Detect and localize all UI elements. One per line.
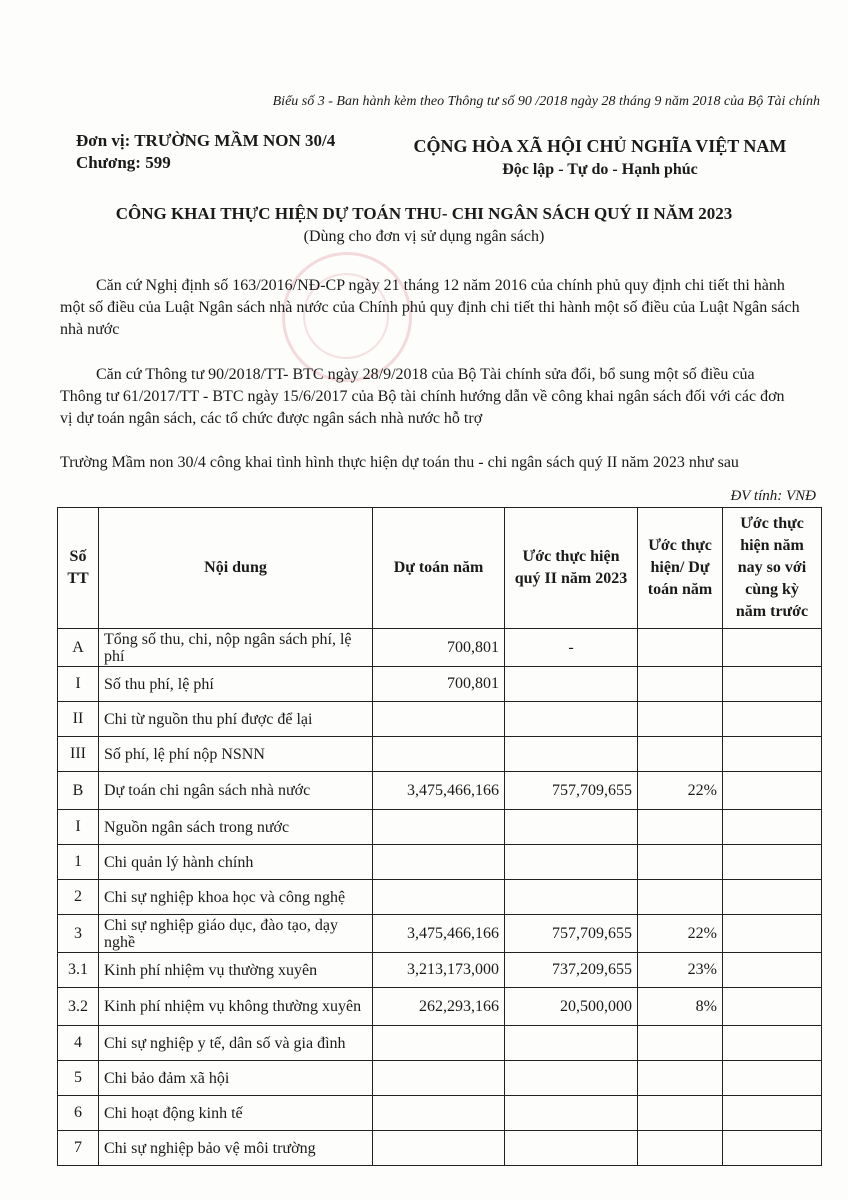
row-ratio [638,1061,723,1096]
row-actual [505,845,638,880]
table-row [58,988,822,1026]
header-actual: Ước thực hiện quý II năm 2023 [505,508,638,629]
row-actual [505,810,638,845]
row-estimate [373,1026,505,1061]
header-yoy: Ước thực hiện năm nay so với cùng kỳ năm trước [723,508,822,629]
row-actual [505,1061,638,1096]
legal-basis-paragraph-2: Căn cứ Thông tư 90/2018/TT- BTC ngày 28/9/2018 của Bộ Tài chính sửa đổi, bổ sung một số điều của Thông tư 61/2017/TT - BTC ngày 15/6/2017 của Bộ tài chính hướng dẫn về công khai ngân sách đối với các đơn vị dự toán ngân sách, các tổ chức được ngân sách nhà nước hỗ trợ [60,366,785,427]
row-stt: 2 [58,880,99,915]
document-title: CÔNG KHAI THỰC HIỆN DỰ TOÁN THU- CHI NGÂN SÁCH QUÝ II NĂM 2023 [115,204,733,223]
row-yoy [723,1026,822,1061]
table-row [58,953,822,988]
row-yoy [723,772,822,810]
row-actual [505,702,638,737]
row-yoy [723,667,822,702]
chapter-code: Chương: 599 [76,153,171,172]
row-yoy [723,1131,822,1166]
row-estimate [373,737,505,772]
row-yoy [723,629,822,667]
row-ratio [638,880,723,915]
row-actual [505,667,638,702]
row-actual: 20,500,000 [505,988,638,1026]
row-content: Số phí, lệ phí nộp NSNN [99,737,373,772]
row-stt: 4 [58,1026,99,1061]
row-stt: 3.1 [58,953,99,988]
row-stt: I [58,810,99,845]
row-ratio [638,1131,723,1166]
row-yoy [723,702,822,737]
row-ratio [638,810,723,845]
row-content: Chi sự nghiệp khoa học và công nghệ [99,880,373,915]
row-content: Chi từ nguồn thu phí được để lại [99,702,373,737]
row-estimate: 262,293,166 [373,988,505,1026]
row-actual [505,1096,638,1131]
row-estimate [373,1096,505,1131]
row-stt: II [58,702,99,737]
row-stt: 3 [58,915,99,953]
row-stt: 7 [58,1131,99,1166]
row-ratio [638,702,723,737]
row-content: Chi bảo đảm xã hội [99,1061,373,1096]
table-row [58,845,822,880]
nation-name: CỘNG HÒA XÃ HỘI CHỦ NGHĨA VIỆT NAM [413,136,787,156]
header-content: Nội dung [99,508,373,629]
row-estimate: 3,475,466,166 [373,772,505,810]
row-ratio: 22% [638,772,723,810]
table-row [58,915,822,953]
row-estimate: 700,801 [373,629,505,667]
intro-paragraph: Trường Mầm non 30/4 công khai tình hình thực hiện dự toán thu - chi ngân sách quý II năm 2023 như sau [60,454,739,471]
row-ratio [638,737,723,772]
row-estimate [373,702,505,737]
row-yoy [723,1096,822,1131]
row-content: Chi quản lý hành chính [99,845,373,880]
row-stt: A [58,629,99,667]
row-content: Dự toán chi ngân sách nhà nước [99,772,373,810]
header-estimate: Dự toán năm [373,508,505,629]
row-yoy [723,880,822,915]
row-stt: B [58,772,99,810]
table-row [58,1026,822,1061]
row-content: Kinh phí nhiệm vụ thường xuyên [99,953,373,988]
motto: Độc lập - Tự do - Hạnh phúc [502,161,698,178]
table-row [58,667,822,702]
row-content: Kinh phí nhiệm vụ không thường xuyên [99,988,373,1026]
document-subtitle: (Dùng cho đơn vị sử dụng ngân sách) [303,228,545,245]
row-ratio [638,1026,723,1061]
row-content: Tổng số thu, chi, nộp ngân sách phí, lệ phí [99,629,373,667]
row-yoy [723,988,822,1026]
table-row [58,629,822,667]
row-actual [505,880,638,915]
currency-unit-note: ĐV tính: VNĐ [730,488,816,504]
unit-name: Đơn vị: TRƯỜNG MẦM NON 30/4 [76,131,336,150]
row-estimate [373,1061,505,1096]
row-yoy [723,1061,822,1096]
table-header-row [58,508,822,629]
row-actual: 757,709,655 [505,772,638,810]
row-stt: 1 [58,845,99,880]
table-row [58,810,822,845]
row-stt: 3.2 [58,988,99,1026]
row-stt: I [58,667,99,702]
row-actual [505,737,638,772]
row-content: Chi hoạt động kinh tế [99,1096,373,1131]
row-ratio [638,845,723,880]
table-row [58,772,822,810]
row-estimate [373,810,505,845]
table-row [58,880,822,915]
row-content: Chi sự nghiệp y tế, dân số và gia đình [99,1026,373,1061]
row-stt: 6 [58,1096,99,1131]
row-yoy [723,737,822,772]
row-stt: 5 [58,1061,99,1096]
row-estimate: 3,475,466,166 [373,915,505,953]
row-actual: - [505,629,638,667]
table-row [58,1061,822,1096]
national-motto [400,134,800,182]
row-estimate [373,880,505,915]
row-content: Chi sự nghiệp giáo dục, đào tạo, dạy nghề [99,915,373,953]
row-estimate [373,1131,505,1166]
row-estimate: 3,213,173,000 [373,953,505,988]
row-estimate [373,845,505,880]
row-actual: 737,209,655 [505,953,638,988]
table-row [58,1131,822,1166]
row-actual [505,1026,638,1061]
row-stt: III [58,737,99,772]
row-yoy [723,915,822,953]
row-estimate: 700,801 [373,667,505,702]
row-actual [505,1131,638,1166]
header-ratio: Ước thực hiện/ Dự toán năm [638,508,723,629]
row-ratio [638,1096,723,1131]
row-ratio [638,667,723,702]
table-row [58,1096,822,1131]
row-actual: 757,709,655 [505,915,638,953]
table-row [58,737,822,772]
row-ratio: 8% [638,988,723,1026]
header-stt: Số TT [58,508,99,629]
row-yoy [723,953,822,988]
budget-table [57,507,822,1166]
form-reference-note: Biểu số 3 - Ban hành kèm theo Thông tư số 90 /2018 ngày 28 tháng 9 năm 2018 của Bộ Tài chính [272,94,820,109]
table-row [58,702,822,737]
row-yoy [723,845,822,880]
legal-basis-paragraph-1: Căn cứ Nghị định số 163/2016/NĐ-CP ngày 21 tháng 12 năm 2016 của chính phủ quy định chi tiết thi hành một số điều của Luật Ngân sách nhà nước của Chính phủ quy định chi tiết thi hành một số điều của Luật Ngân sách nhà nước [60,277,800,338]
row-yoy [723,810,822,845]
unit-info [76,130,335,174]
row-ratio: 23% [638,953,723,988]
row-ratio [638,629,723,667]
row-content: Nguồn ngân sách trong nước [99,810,373,845]
row-ratio: 22% [638,915,723,953]
row-content: Chi sự nghiệp bảo vệ môi trường [99,1131,373,1166]
row-content: Số thu phí, lệ phí [99,667,373,702]
